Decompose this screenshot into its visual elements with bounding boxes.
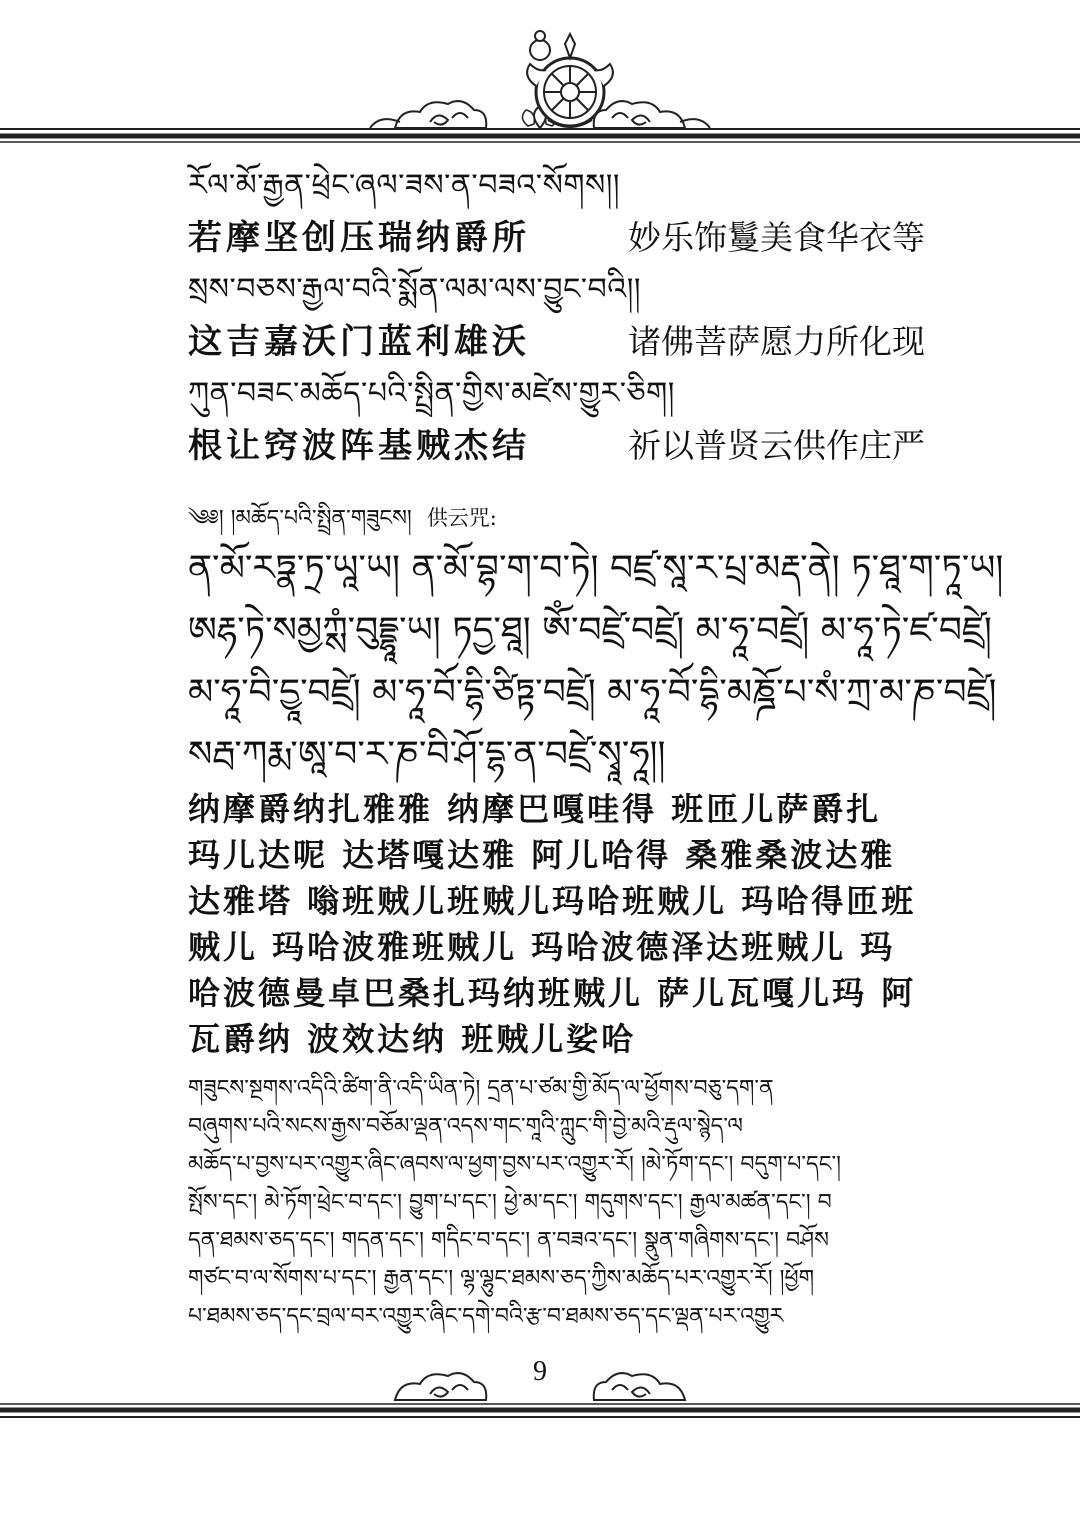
commentary-line: པ་ཐམས་ཅད་དང་བྲལ་བར་འགྱུར་ཞིང་དགེ་བའི་རྩ་བ་ཐམས་ཅད་དང་ལྡན་པར་འགྱུར xyxy=(188,1304,784,1329)
commentary-line: བཞུགས་པའི་སངས་རྒྱས་བཅོམ་ལྡན་འདས་གང་གཱའི་ཀླུང་གི་བྱེ་མའི་རྡུལ་སྙེད་ལ xyxy=(188,1114,743,1139)
cloud-left-icon xyxy=(370,101,486,128)
page-number: 9 xyxy=(533,1356,547,1387)
commentary-line: གཟུངས་སྔགས་འདིའི་ཚིག་ནི་འདི་ཡིན་ཏེ། དྲན་པ་ཙམ་གྱི་མོད་ལ་ཕྱོགས་བཅུ་དག་ན xyxy=(188,1076,774,1101)
verse-section xyxy=(188,160,948,472)
mantra-title-tibetan: ༄༅། །མཆོད་པའི་སྤྲིན་གཟུངས། xyxy=(188,506,412,531)
verse-block xyxy=(188,264,948,368)
footer-cloud-left-icon xyxy=(395,1373,486,1400)
mantra-title xyxy=(188,498,948,538)
verse-tibetan-line: ཀུན་བཟང་མཆོད་པའི་སྤྲིན་གྱིས་མཛེས་གྱུར་ཅིག། xyxy=(188,376,675,411)
mantra-pronunciation-line: 瓦爵纳 波效达纳 班贼儿娑哈 xyxy=(188,1020,637,1058)
commentary-line: དན་ཐམས་ཅད་དང་། གདན་དང་། གདིང་བ་དང་། ན་བཟའ་དང་། སྣུན་གཞིགས་དང་། བཤོས xyxy=(188,1228,829,1253)
verse-pronunciation: 这吉嘉沃门蓝利雄沃 xyxy=(188,322,530,362)
mantra-section xyxy=(188,498,1004,1062)
verse-chinese-row xyxy=(188,420,948,472)
commentary-line: སྤོས་དང་། མེ་ཏོག་ཕྲེང་བ་དང་། བྱུག་པ་དང་། ཕྱེ་མ་དང་། གདུགས་དང་། རྒྱལ་མཚན་དང་། བ xyxy=(188,1190,832,1215)
footer-cloud-right-icon xyxy=(594,1373,685,1400)
cloud-right-icon xyxy=(594,101,710,128)
verse-pronunciation: 若摩坚创压瑞纳爵所 xyxy=(188,218,530,258)
verse-chinese-row xyxy=(188,212,948,264)
verse-translation: 祈以普贤云供作庄严 xyxy=(628,426,925,465)
verse-translation: 妙乐饰鬘美食华衣等 xyxy=(628,218,925,257)
mantra-pronunciation-line: 达雅塔 嗡班贼儿班贼儿玛哈班贼儿 玛哈得匝班 xyxy=(188,882,917,920)
mantra-tibetan-line: སརྦ་ཀརྨ་ཨཱ་བ་ར་ཎ་བི་ཤོ་དྷ་ན་བཛྲེ་སྭཱ་ཧཱ།། xyxy=(188,734,666,775)
verse-tibetan-line: རོལ་མོ་རྒྱན་ཕྲེང་ཞལ་ཟས་ན་བཟའ་སོགས།། xyxy=(188,168,621,203)
mantra-pronunciation-line: 纳摩爵纳扎雅雅 纳摩巴嘎哇得 班匝儿萨爵扎 xyxy=(188,790,882,828)
commentary-line: མཆོད་པ་བྱས་པར་འགྱུར་ཞིང་ཞབས་ལ་ཕྱག་བྱས་པར་འགྱུར་རོ། །མེ་ཏོག་དང་། བདུག་པ་དང་། xyxy=(188,1152,841,1177)
verse-pronunciation: 根让窍波阵基贼杰结 xyxy=(188,426,530,466)
mantra-pronunciation-line: 玛儿达呢 达塔嘎达雅 阿儿哈得 桑雅桑波达雅 xyxy=(188,836,896,874)
verse-block xyxy=(188,368,948,472)
mantra-tibetan-line: ན་མོ་རཏྣ་ཏྲ་ཡཱ་ཡ། ན་མོ་བྷ་ག་བ་ཏེ། བཛྲ་སཱ་ར་པྲ་མརྡ་ནེ། ཏ་ཐཱ་ག་ཏཱ་ཡ། xyxy=(188,548,1004,589)
footer-ornament xyxy=(0,1340,1080,1440)
mantra-pronunciation-line: 贼儿 玛哈波雅班贼儿 玛哈波德泽达班贼儿 玛 xyxy=(188,928,896,966)
mantra-tibetan-line: ཨརྷ་ཏེ་སམྱཀྶཾ་བུདྡྷཱ་ཡ། ཏདྱ་ཐཱ། ཨོཾ་བཛྲེ་བཛྲེ། མ་ཧཱ་བཛྲེ། མ་ཧཱ་ཏེ་ཛ་བཛྲེ། xyxy=(188,610,992,651)
verse-translation: 诸佛菩萨愿力所化现 xyxy=(628,322,925,361)
verse-chinese-row xyxy=(188,316,948,368)
commentary-line: གཙང་བ་ལ་སོགས་པ་དང་། རྒྱན་དང་། ལྷ་ལྷུང་ཐམས་ཅད་ཀྱིས་མཆོད་པར་འགྱུར་རོ། །ཕྱོག xyxy=(188,1266,815,1291)
mantra-tibetan-line: མ་ཧཱ་བི་དྱཱ་བཛྲེ། མ་ཧཱ་བོ་དྷི་ཙིཏྟ་བཛྲེ། མ་ཧཱ་བོ་དྷི་མཎྜོ་པ་སཾ་ཀྲ་མ་ཎ་བཛྲེ། xyxy=(188,672,997,713)
commentary-section xyxy=(188,1070,948,1336)
mantra-pronunciation-line: 哈波德曼卓巴桑扎玛纳班贼儿 萨儿瓦嘎儿玛 阿 xyxy=(188,974,917,1012)
mantra-title-chinese: 供云咒: xyxy=(426,506,497,530)
dharma-wheel-header-ornament xyxy=(0,0,1080,150)
verse-block xyxy=(188,160,948,264)
verse-tibetan-line: སྲས་བཅས་རྒྱལ་བའི་སྨོན་ལམ་ལས་བྱུང་བའི།། xyxy=(188,272,642,307)
